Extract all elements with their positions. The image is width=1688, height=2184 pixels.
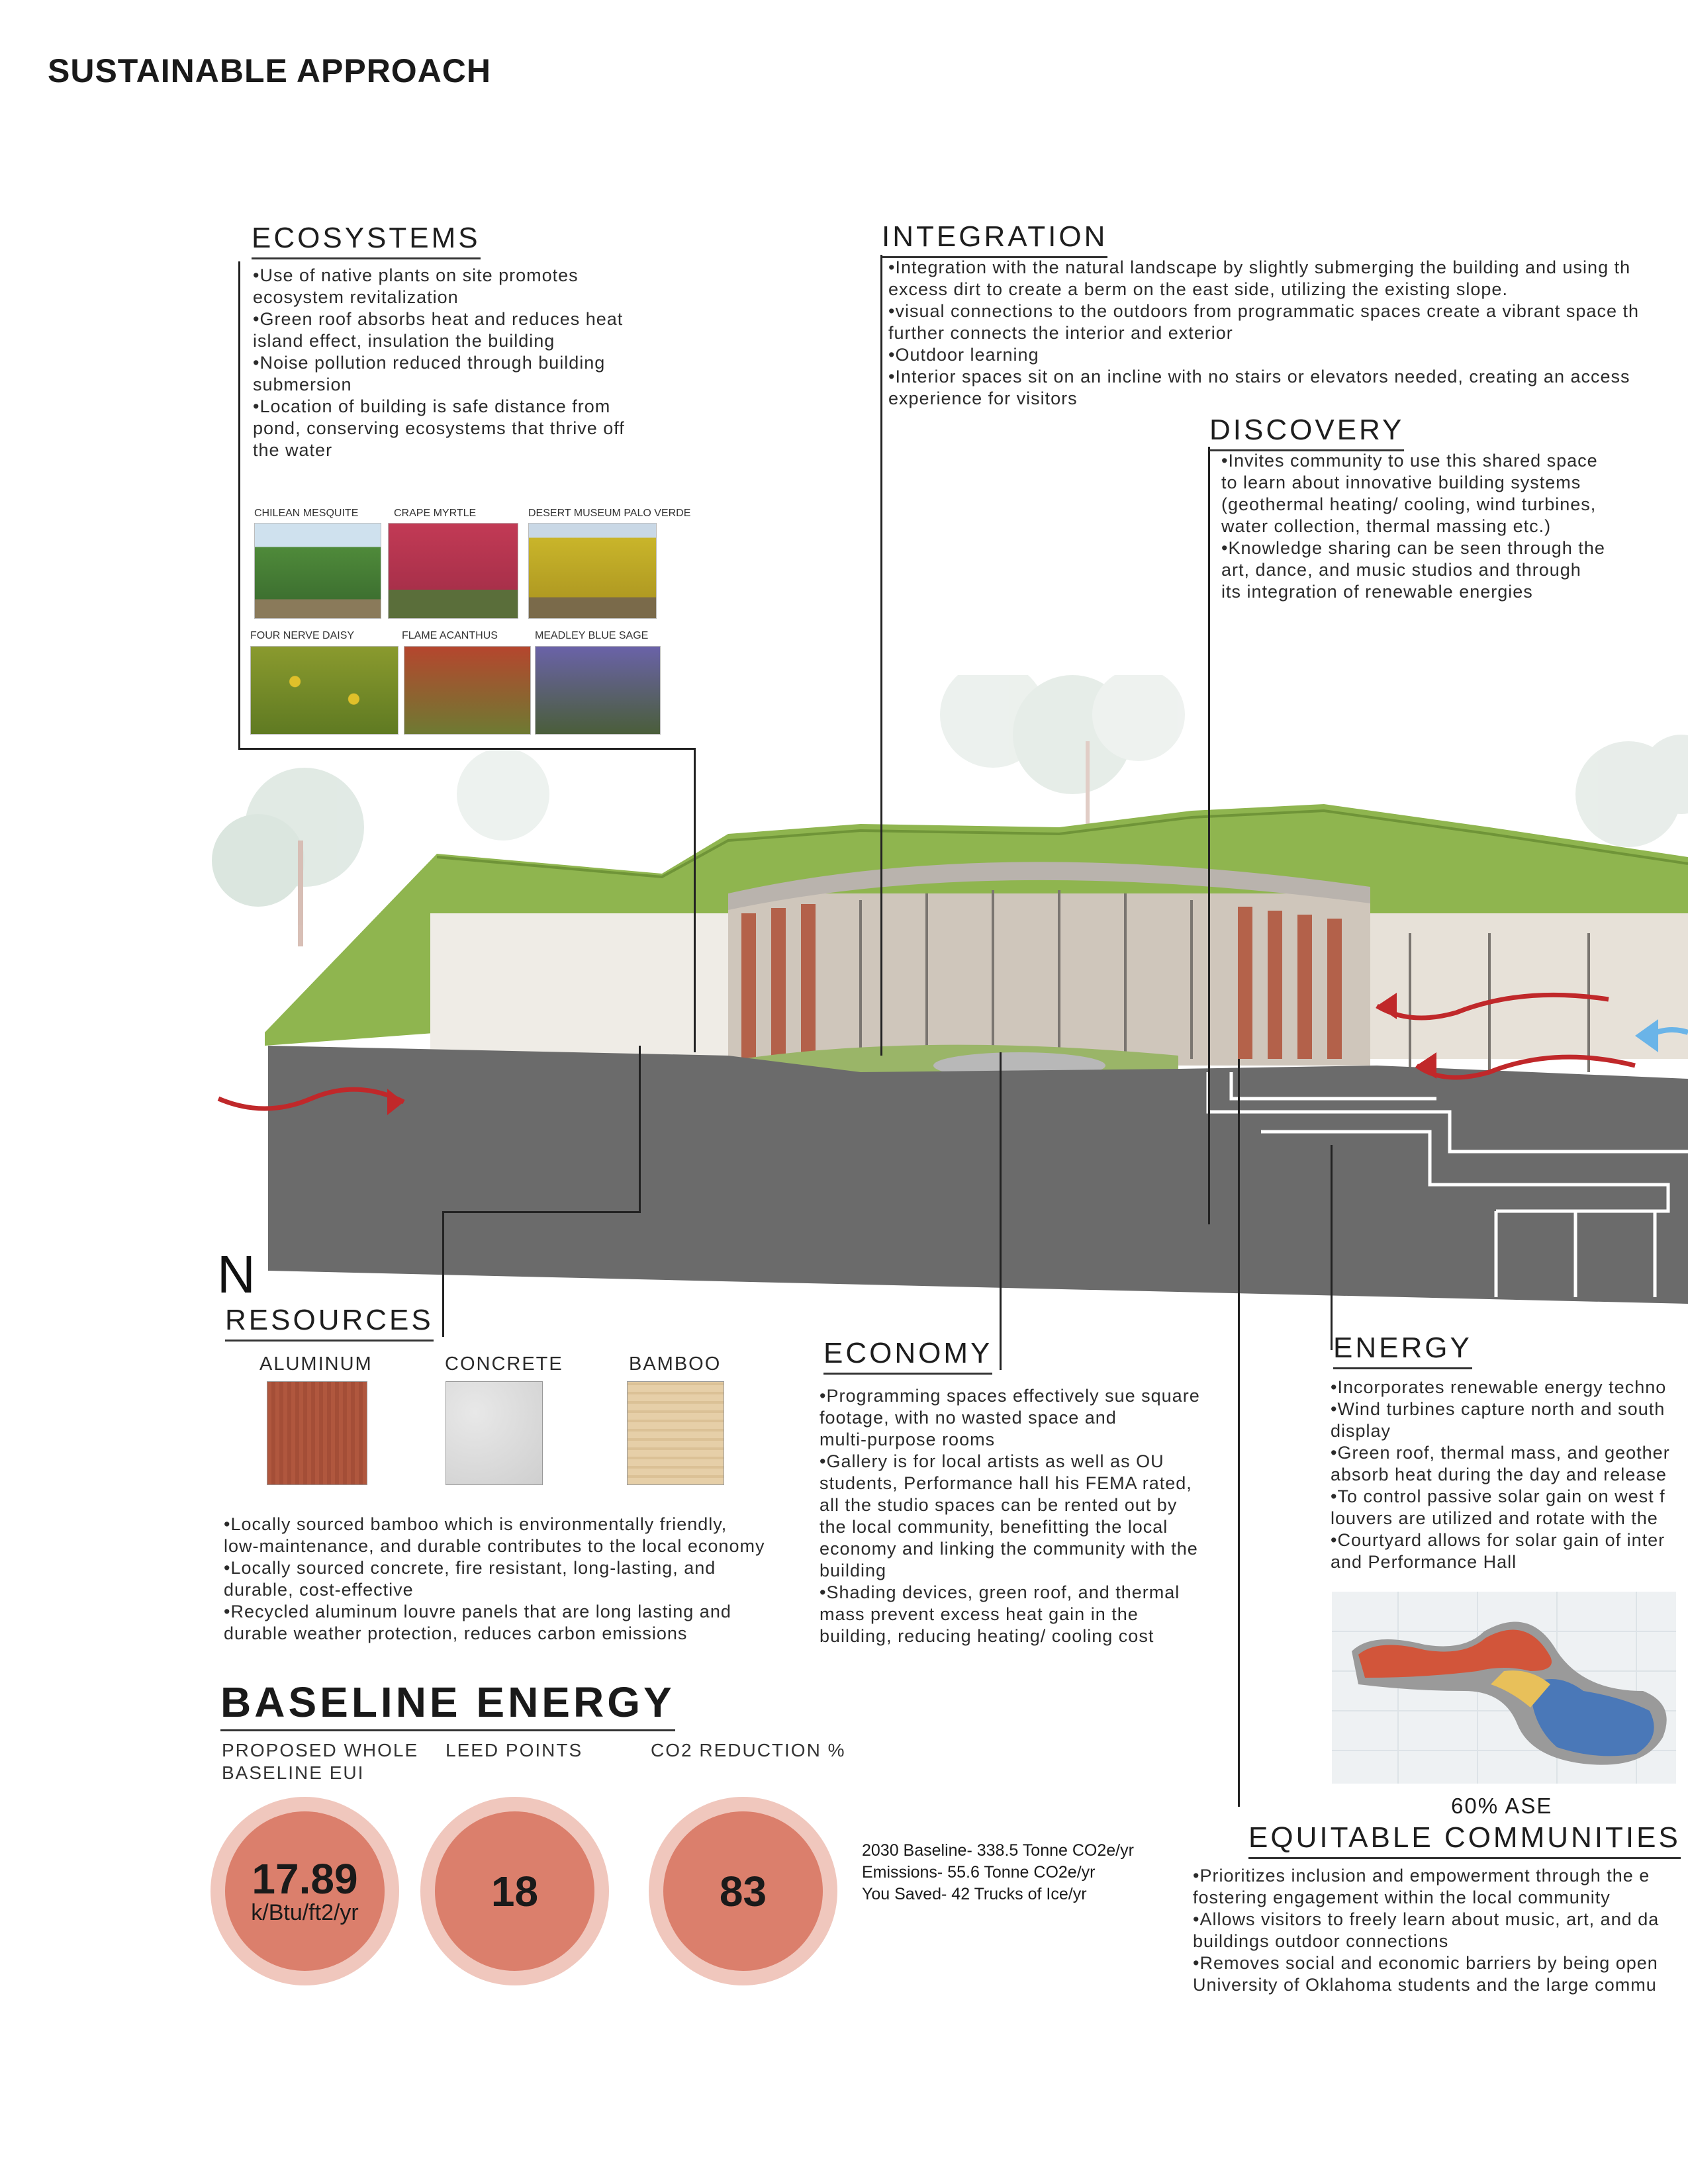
leader-line [238, 261, 240, 749]
ecosystems-line: •Noise pollution reduced through building [253, 353, 606, 373]
energy-text [1331, 1377, 1687, 1573]
leader-line [1208, 447, 1210, 1224]
plant-label: FOUR NERVE DAISY [250, 630, 355, 641]
ase-analysis-model [1332, 1592, 1676, 1784]
four-nerve-daisy-photo [250, 646, 399, 735]
economy-line: all the studio spaces can be rented out by [820, 1495, 1178, 1515]
leader-line [639, 1046, 641, 1211]
integration-line: •Interior spaces sit on an incline with no stairs or elevators needed, creating an access [888, 367, 1630, 387]
equitable-communities-heading: EQUITABLE COMMUNITIES [1248, 1821, 1681, 1859]
energy-line: display [1331, 1421, 1391, 1441]
leader-line [238, 748, 695, 750]
ase-caption: 60% ASE [1451, 1794, 1553, 1818]
metric-label [222, 1739, 418, 1784]
crape-myrtle-photo [388, 523, 518, 619]
integration-line: •visual connections to the outdoors from programmatic spaces create a vibrant space th [888, 301, 1639, 321]
page-title: SUSTAINABLE APPROACH [48, 52, 492, 89]
resources-line: low-maintenance, and durable contributes to the local economy [224, 1536, 765, 1556]
co2-line: 2030 Baseline- 338.5 Tonne CO2e/yr [862, 1841, 1134, 1860]
integration-text [888, 257, 1686, 410]
ground-section [268, 1046, 1688, 1304]
energy-line: absorb heat during the day and release [1331, 1465, 1667, 1484]
leed-points-circle [420, 1797, 609, 1985]
resources-line: •Recycled aluminum louvre panels that are long lasting and [224, 1602, 731, 1621]
ecosystems-line: pond, conserving ecosystems that thrive off [253, 418, 625, 438]
resources-heading: RESOURCES [225, 1304, 434, 1342]
energy-heading: ENERGY [1333, 1332, 1472, 1369]
building-section-drawing [0, 675, 1688, 1343]
metric-label-line: PROPOSED WHOLE [222, 1740, 419, 1760]
discovery-line: to learn about innovative building systems [1221, 473, 1581, 492]
aluminum-swatch [267, 1381, 367, 1485]
ecosystems-line: submersion [253, 375, 352, 394]
equitable-communities-text [1193, 1865, 1686, 1996]
economy-heading: ECONOMY [823, 1337, 992, 1375]
ecosystems-line: •Use of native plants on site promotes [253, 265, 579, 285]
equitable-line: buildings outdoor connections [1193, 1931, 1449, 1951]
ecosystems-line: ecosystem revitalization [253, 287, 459, 307]
bamboo-swatch [627, 1381, 724, 1485]
energy-line: and Performance Hall [1331, 1552, 1517, 1572]
resources-line: durable, cost-effective [224, 1580, 414, 1600]
integration-line: further connects the interior and exterior [888, 323, 1233, 343]
energy-line: •Green roof, thermal mass, and geother [1331, 1443, 1670, 1463]
ecosystems-line: island effect, insulation the building [253, 331, 555, 351]
leader-line [442, 1211, 444, 1337]
economy-line: footage, with no wasted space and [820, 1408, 1117, 1428]
eui-circle [211, 1797, 399, 1985]
economy-line: building, reducing heating/ cooling cost [820, 1626, 1154, 1646]
economy-line: •Programming spaces effectively sue square [820, 1386, 1200, 1406]
ecosystems-line: •Green roof absorbs heat and reduces heat [253, 309, 624, 329]
energy-line: louvers are utilized and rotate with the [1331, 1508, 1658, 1528]
integration-line: experience for visitors [888, 388, 1078, 408]
plant-label: MEADLEY BLUE SAGE [535, 630, 649, 641]
plant-label: DESERT MUSEUM PALO VERDE [528, 508, 691, 519]
leader-line [442, 1211, 641, 1213]
discovery-line: •Knowledge sharing can be seen through the [1221, 538, 1605, 558]
equitable-line: •Prioritizes inclusion and empowerment through the e [1193, 1866, 1650, 1886]
metric-label: CO2 REDUCTION % [651, 1740, 846, 1760]
economy-line: the local community, benefitting the local [820, 1517, 1168, 1537]
discovery-text [1221, 450, 1678, 603]
concrete-swatch [445, 1381, 543, 1485]
resources-line: durable weather protection, reduces carbon emissions [224, 1623, 688, 1643]
discovery-line: art, dance, and music studios and through [1221, 560, 1581, 580]
baseline-energy-heading: BASELINE ENERGY [220, 1678, 675, 1731]
energy-line: •Courtyard allows for solar gain of inter [1331, 1530, 1665, 1550]
economy-line: building [820, 1561, 887, 1580]
leader-line [1331, 1145, 1333, 1350]
equitable-line: •Allows visitors to freely learn about music, art, and da [1193, 1909, 1660, 1929]
discovery-line: •Invites community to use this shared space [1221, 451, 1598, 471]
economy-line: multi-purpose rooms [820, 1430, 996, 1449]
integration-line: •Outdoor learning [888, 345, 1039, 365]
material-label: BAMBOO [629, 1353, 722, 1375]
plant-label: FLAME ACANTHUS [402, 630, 498, 641]
co2-reduction-value: 83 [719, 1867, 767, 1915]
leader-line [694, 748, 696, 1052]
plant-label: CHILEAN MESQUITE [254, 508, 359, 519]
discovery-line: its integration of renewable energies [1221, 582, 1533, 602]
leed-points-value: 18 [491, 1867, 539, 1915]
economy-line: economy and linking the community with the [820, 1539, 1198, 1559]
leader-line [1000, 1052, 1002, 1370]
leader-line [880, 255, 882, 1056]
ecosystems-line: the water [253, 440, 333, 460]
energy-line: •Incorporates renewable energy techno [1331, 1377, 1667, 1397]
energy-line: •To control passive solar gain on west f [1331, 1486, 1665, 1506]
resources-line: •Locally sourced concrete, fire resistant, long-lasting, and [224, 1558, 716, 1578]
eui-value: 17.89 [252, 1854, 358, 1903]
resources-text [224, 1514, 820, 1645]
resources-line: •Locally sourced bamboo which is environmentally friendly, [224, 1514, 727, 1534]
metric-label-line: BASELINE EUI [222, 1762, 365, 1783]
integration-heading: INTEGRATION [882, 220, 1107, 258]
ecosystems-line: •Location of building is safe distance from [253, 396, 611, 416]
meadley-blue-sage-photo [535, 646, 661, 735]
discovery-heading: DISCOVERY [1209, 414, 1404, 451]
co2-line: You Saved- 42 Trucks of Ice/yr [862, 1885, 1087, 1903]
integration-line: •Integration with the natural landscape by slightly submerging the building and using th [888, 257, 1631, 277]
economy-text [820, 1385, 1243, 1647]
material-label: CONCRETE [445, 1353, 563, 1375]
economy-line: •Gallery is for local artists as well as OU [820, 1451, 1164, 1471]
discovery-line: (geothermal heating/ cooling, wind turbines, [1221, 494, 1597, 514]
flame-acanthus-photo [404, 646, 531, 735]
material-label: ALUMINUM [259, 1353, 373, 1375]
economy-line: •Shading devices, green roof, and thermal [820, 1582, 1180, 1602]
metric-label: LEED POINTS [445, 1740, 583, 1760]
equitable-line: fostering engagement within the local community [1193, 1888, 1611, 1907]
chilean-mesquite-photo [254, 523, 381, 619]
energy-line: •Wind turbines capture north and south [1331, 1399, 1665, 1419]
north-indicator: N [217, 1245, 256, 1304]
economy-line: students, Performance hall his FEMA rated, [820, 1473, 1192, 1493]
co2-summary [862, 1840, 1134, 1905]
equitable-line: University of Oklahoma students and the large commu [1193, 1975, 1657, 1995]
ecosystems-heading: ECOSYSTEMS [252, 222, 481, 259]
desert-museum-palo-verde-photo [528, 523, 657, 619]
co2-line: Emissions- 55.6 Tonne CO2e/yr [862, 1863, 1096, 1882]
discovery-line: water collection, thermal massing etc.) [1221, 516, 1552, 536]
eui-unit: k/Btu/ft2/yr [251, 1899, 359, 1925]
integration-line: excess dirt to create a berm on the east side, utilizing the existing slope. [888, 279, 1508, 299]
economy-line: mass prevent excess heat gain in the [820, 1604, 1139, 1624]
ecosystems-text [253, 265, 677, 461]
plant-label: CRAPE MYRTLE [394, 508, 477, 519]
equitable-line: •Removes social and economic barriers by being open [1193, 1953, 1658, 1973]
co2-reduction-circle [649, 1797, 837, 1985]
